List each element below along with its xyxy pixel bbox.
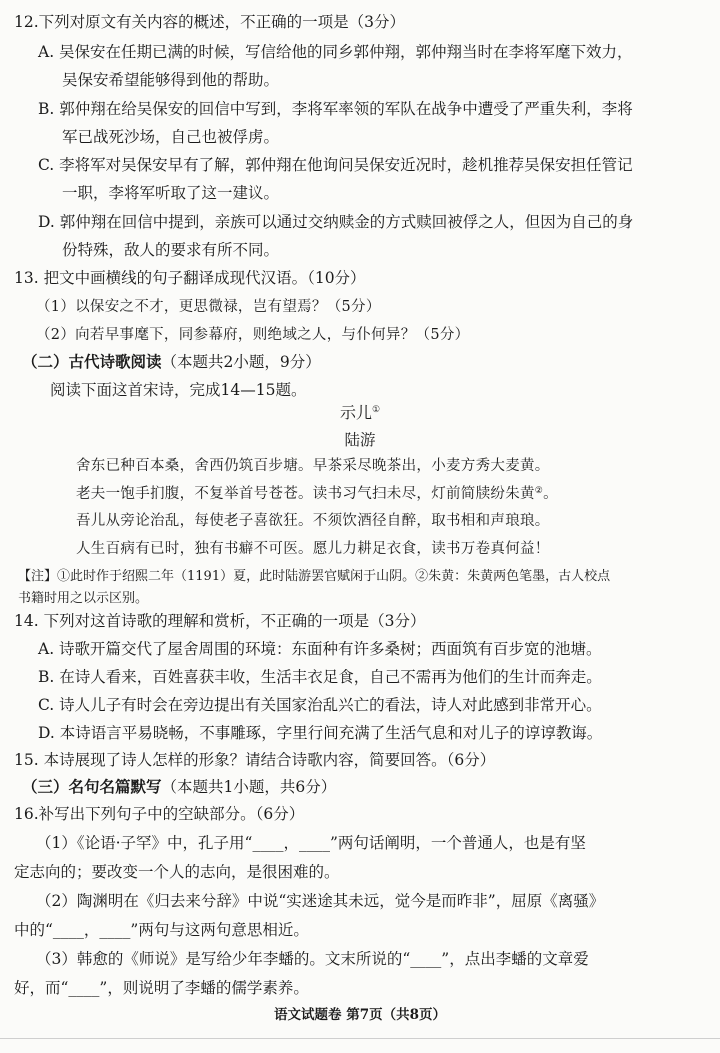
- bottom-divider: [0, 1038, 720, 1039]
- q16-part-1: （1）《论语·子罕》中，孔子用“____，____”两句话阐明，一个普通人，也是有坚: [36, 834, 586, 852]
- poem-author: 陆游: [344, 431, 376, 449]
- section-2-title: （二）古代诗歌阅读: [22, 352, 162, 371]
- poem-line-3: 吾儿从旁论治乱，每使老子喜欲狂。不须饮酒径自醉，取书相和声琅琅。: [76, 513, 550, 529]
- poem-title: [0, 403, 720, 423]
- q12-option-b: B. 郭仲翔在给吴保安的回信中写到，李将军率领的军队在战争中遭受了严重失利，李将: [38, 100, 633, 118]
- poem-title-text: 示儿: [339, 403, 372, 422]
- poem-line-1: 舍东已种百本桑，舍西仍筑百步塘。早茶采尽晚茶出，小麦方秀大麦黄。: [76, 458, 550, 474]
- q16-part-3: （3）韩愈的《师说》是写给少年李蟠的。文末所说的“____”，点出李蟠的文章爱: [36, 950, 589, 968]
- q13-stem: 13. 把文中画横线的句子翻译成现代汉语。（10分）: [14, 269, 366, 287]
- q16-part-2: （2）陶渊明在《归去来兮辞》中说“实迷途其未远，觉今是而昨非”，屈原《离骚》: [36, 892, 605, 910]
- q12-option-d-cont: 份特殊，敌人的要求有所不同。: [62, 241, 280, 259]
- poem-line-2-text: 老夫一饱手扪腹，不复举首号苍苍。读书习气扫未尽，灯前简牍纷朱黄: [76, 486, 535, 502]
- q14-stem: 14. 下列对这首诗歌的理解和赏析，不正确的一项是（3分）: [14, 612, 426, 630]
- q13-sentence-1: （1）以保安之不才，更思微禄，岂有望焉？（5分）: [36, 299, 381, 315]
- q12-option-d: D. 郭仲翔在回信中提到，亲族可以通过交纳赎金的方式赎回被俘之人，但因为自己的身: [38, 213, 634, 231]
- poem-line-2: [76, 484, 558, 504]
- q12-option-a: A. 吴保安在任期已满的时候，写信给他的同乡郭仲翔，郭仲翔当时在李将军麾下效力，: [38, 43, 633, 61]
- q14-option-a: A. 诗歌开篇交代了屋舍周围的环境：东面种有许多桑树；西面筑有百步宽的池塘。: [38, 640, 602, 658]
- q14-option-d: D. 本诗语言平易晓畅，不事雕琢，字里行间充满了生活气息和对儿子的谆谆教诲。: [38, 724, 603, 742]
- q16-part-2-cont: 中的“____，____”两句与这两句意思相近。: [14, 921, 309, 939]
- q12-option-c: C. 李将军对吴保安早有了解，郭仲翔在他询问吴保安近况时，趁机推荐吴保安担任管记: [38, 156, 633, 174]
- q12-option-c-cont: 一职，李将军听取了这一建议。: [62, 184, 280, 202]
- section-3-note: （本题共1小题，共6分）: [161, 778, 337, 796]
- poem-title-note-mark: ①: [371, 405, 381, 415]
- section-3-heading: [22, 777, 336, 797]
- poem-footnote-1: 【注】①此时作于绍熙二年（1191）夏，此时陆游罢官赋闲于山阴。②朱黄：朱黄两色笔墨，古人校点: [18, 569, 611, 584]
- q16-part-1-cont: 定志向的；要改变一个人的志向，是很困难的。: [14, 863, 340, 881]
- q13-sentence-2: （2）向若早事麾下，同参幕府，则绝域之人，与仆何异？（5分）: [36, 327, 470, 343]
- q12-option-b-cont: 军已战死沙场，自己也被俘虏。: [62, 128, 280, 146]
- poem-line-2-end: 。: [543, 486, 558, 502]
- section-2-intro: 阅读下面这首宋诗，完成14—15题。: [50, 381, 307, 399]
- page-footer: 语文试题卷 第7页（共8页）: [274, 1007, 446, 1023]
- q14-option-c: C. 诗人儿子有时会在旁边提出有关国家治乱兴亡的看法，诗人对此感到非常开心。: [38, 696, 602, 714]
- q12-option-a-cont: 吴保安希望能够得到他的帮助。: [62, 71, 280, 89]
- q12-stem: 12.下列对原文有关内容的概述，不正确的一项是（3分）: [14, 13, 406, 31]
- q14-option-b: B. 在诗人看来，百姓喜获丰收，生活丰衣足食，自己不需再为他们的生计而奔走。: [38, 668, 602, 686]
- poem-line-4: 人生百病有已时，独有书癖不可医。愿儿力耕足衣食，读书万卷真何益！: [76, 541, 550, 557]
- section-3-title: （三）名句名篇默写: [22, 777, 162, 796]
- poem-line-2-note-mark: ②: [534, 486, 544, 496]
- q15-stem: 15. 本诗展现了诗人怎样的形象？请结合诗歌内容，简要回答。（6分）: [14, 751, 496, 769]
- q16-part-3-cont: 好，而“____”，则说明了李蟠的儒学素养。: [14, 979, 309, 997]
- section-2-note: （本题共2小题，9分）: [161, 353, 321, 371]
- poem-footnote-2: 书籍时用之以示区别。: [18, 591, 149, 606]
- section-2-heading: [22, 352, 321, 372]
- q16-stem: 16.补写出下列句子中的空缺部分。（6分）: [14, 805, 305, 823]
